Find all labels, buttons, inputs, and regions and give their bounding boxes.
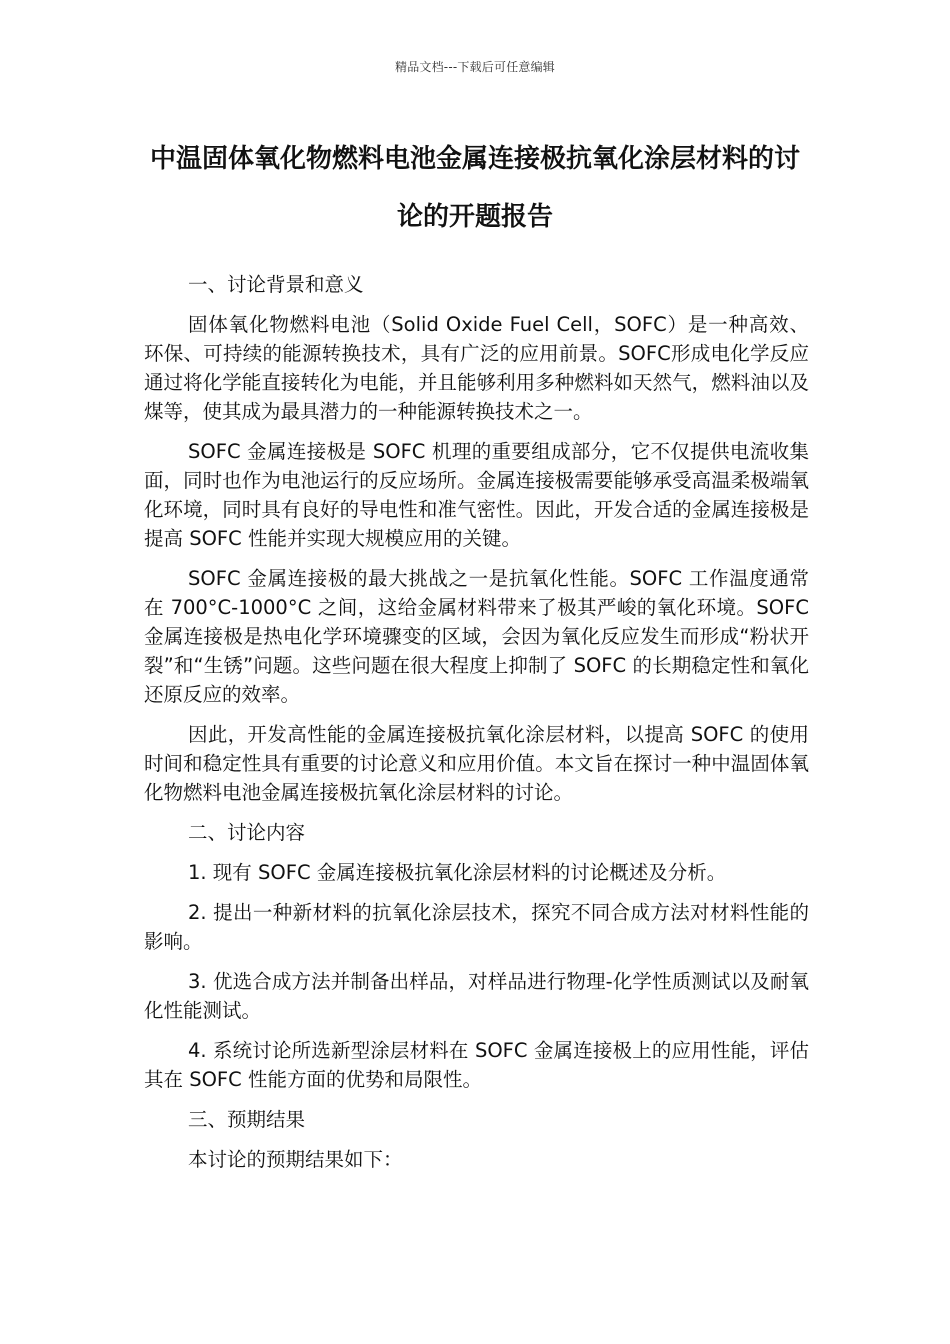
list-item-1: 1. 现有 SOFC 金属连接极抗氧化涂层材料的讨论概述及分析。: [188, 861, 727, 884]
section-heading-content: 二、讨论内容: [188, 821, 306, 844]
section-heading-results: 三、预期结果: [188, 1108, 306, 1131]
list-item-2: 2. 提出一种新材料的抗氧化涂层技术，探究不同合成方法对材料性能的影响。: [144, 901, 809, 953]
paragraph-oxidation-challenge: SOFC 金属连接极的最大挑战之一是抗氧化性能。SOFC 工作温度通常在 700°C-1000°C 之间，这给金属材料带来了极其严峻的氧化环境。SOFC 金属连接极是热电化学环境骤变的区域，会因为氧化反应发生而形成“粉状开裂”和“生锈”问题。这些问题在很大程度上抑制了 SOFC 的长期稳定性和氧化还原反应的效率。: [144, 567, 809, 706]
paragraph-results-intro: 本讨论的预期结果如下：: [188, 1148, 403, 1171]
document-body: [144, 270, 809, 1185]
header-note: 精品文档---下载后可任意编辑: [395, 60, 555, 74]
paragraph-sofc-intro: 固体氧化物燃料电池（Solid Oxide Fuel Cell，SOFC）是一种高效、环保、可持续的能源转换技术，具有广泛的应用前景。SOFC形成电化学反应通过将化学能直接转化为电能，并且能够利用多种燃料如天然气，燃料油以及煤等，使其成为最具潜力的一种能源转换技术之一。: [144, 313, 809, 423]
paragraph-interconnect-role: SOFC 金属连接极是 SOFC 机理的重要组成部分，它不仅提供电流收集面，同时也作为电池运行的反应场所。金属连接极需要能够承受高温柔极端氧化环境，同时具有良好的导电性和准气密性。因此，开发合适的金属连接极是提高 SOFC 性能并实现大规模应用的关键。: [144, 440, 809, 550]
section-heading-background: 一、讨论背景和意义: [188, 273, 364, 296]
paragraph-research-purpose: 因此，开发高性能的金属连接极抗氧化涂层材料，以提高 SOFC 的使用时间和稳定性具有重要的讨论意义和应用价值。本文旨在探讨一种中温固体氧化物燃料电池金属连接极抗氧化涂层材料的讨论。: [144, 723, 809, 804]
list-item-3: 3. 优选合成方法并制备出样品，对样品进行物理-化学性质测试以及耐氧化性能测试。: [144, 970, 809, 1022]
list-item-4: 4. 系统讨论所选新型涂层材料在 SOFC 金属连接极上的应用性能，评估其在 SOFC 性能方面的优势和局限性。: [144, 1039, 809, 1091]
document-title: 中温固体氧化物燃料电池金属连接极抗氧化涂层材料的讨论的开题报告: [149, 144, 800, 232]
